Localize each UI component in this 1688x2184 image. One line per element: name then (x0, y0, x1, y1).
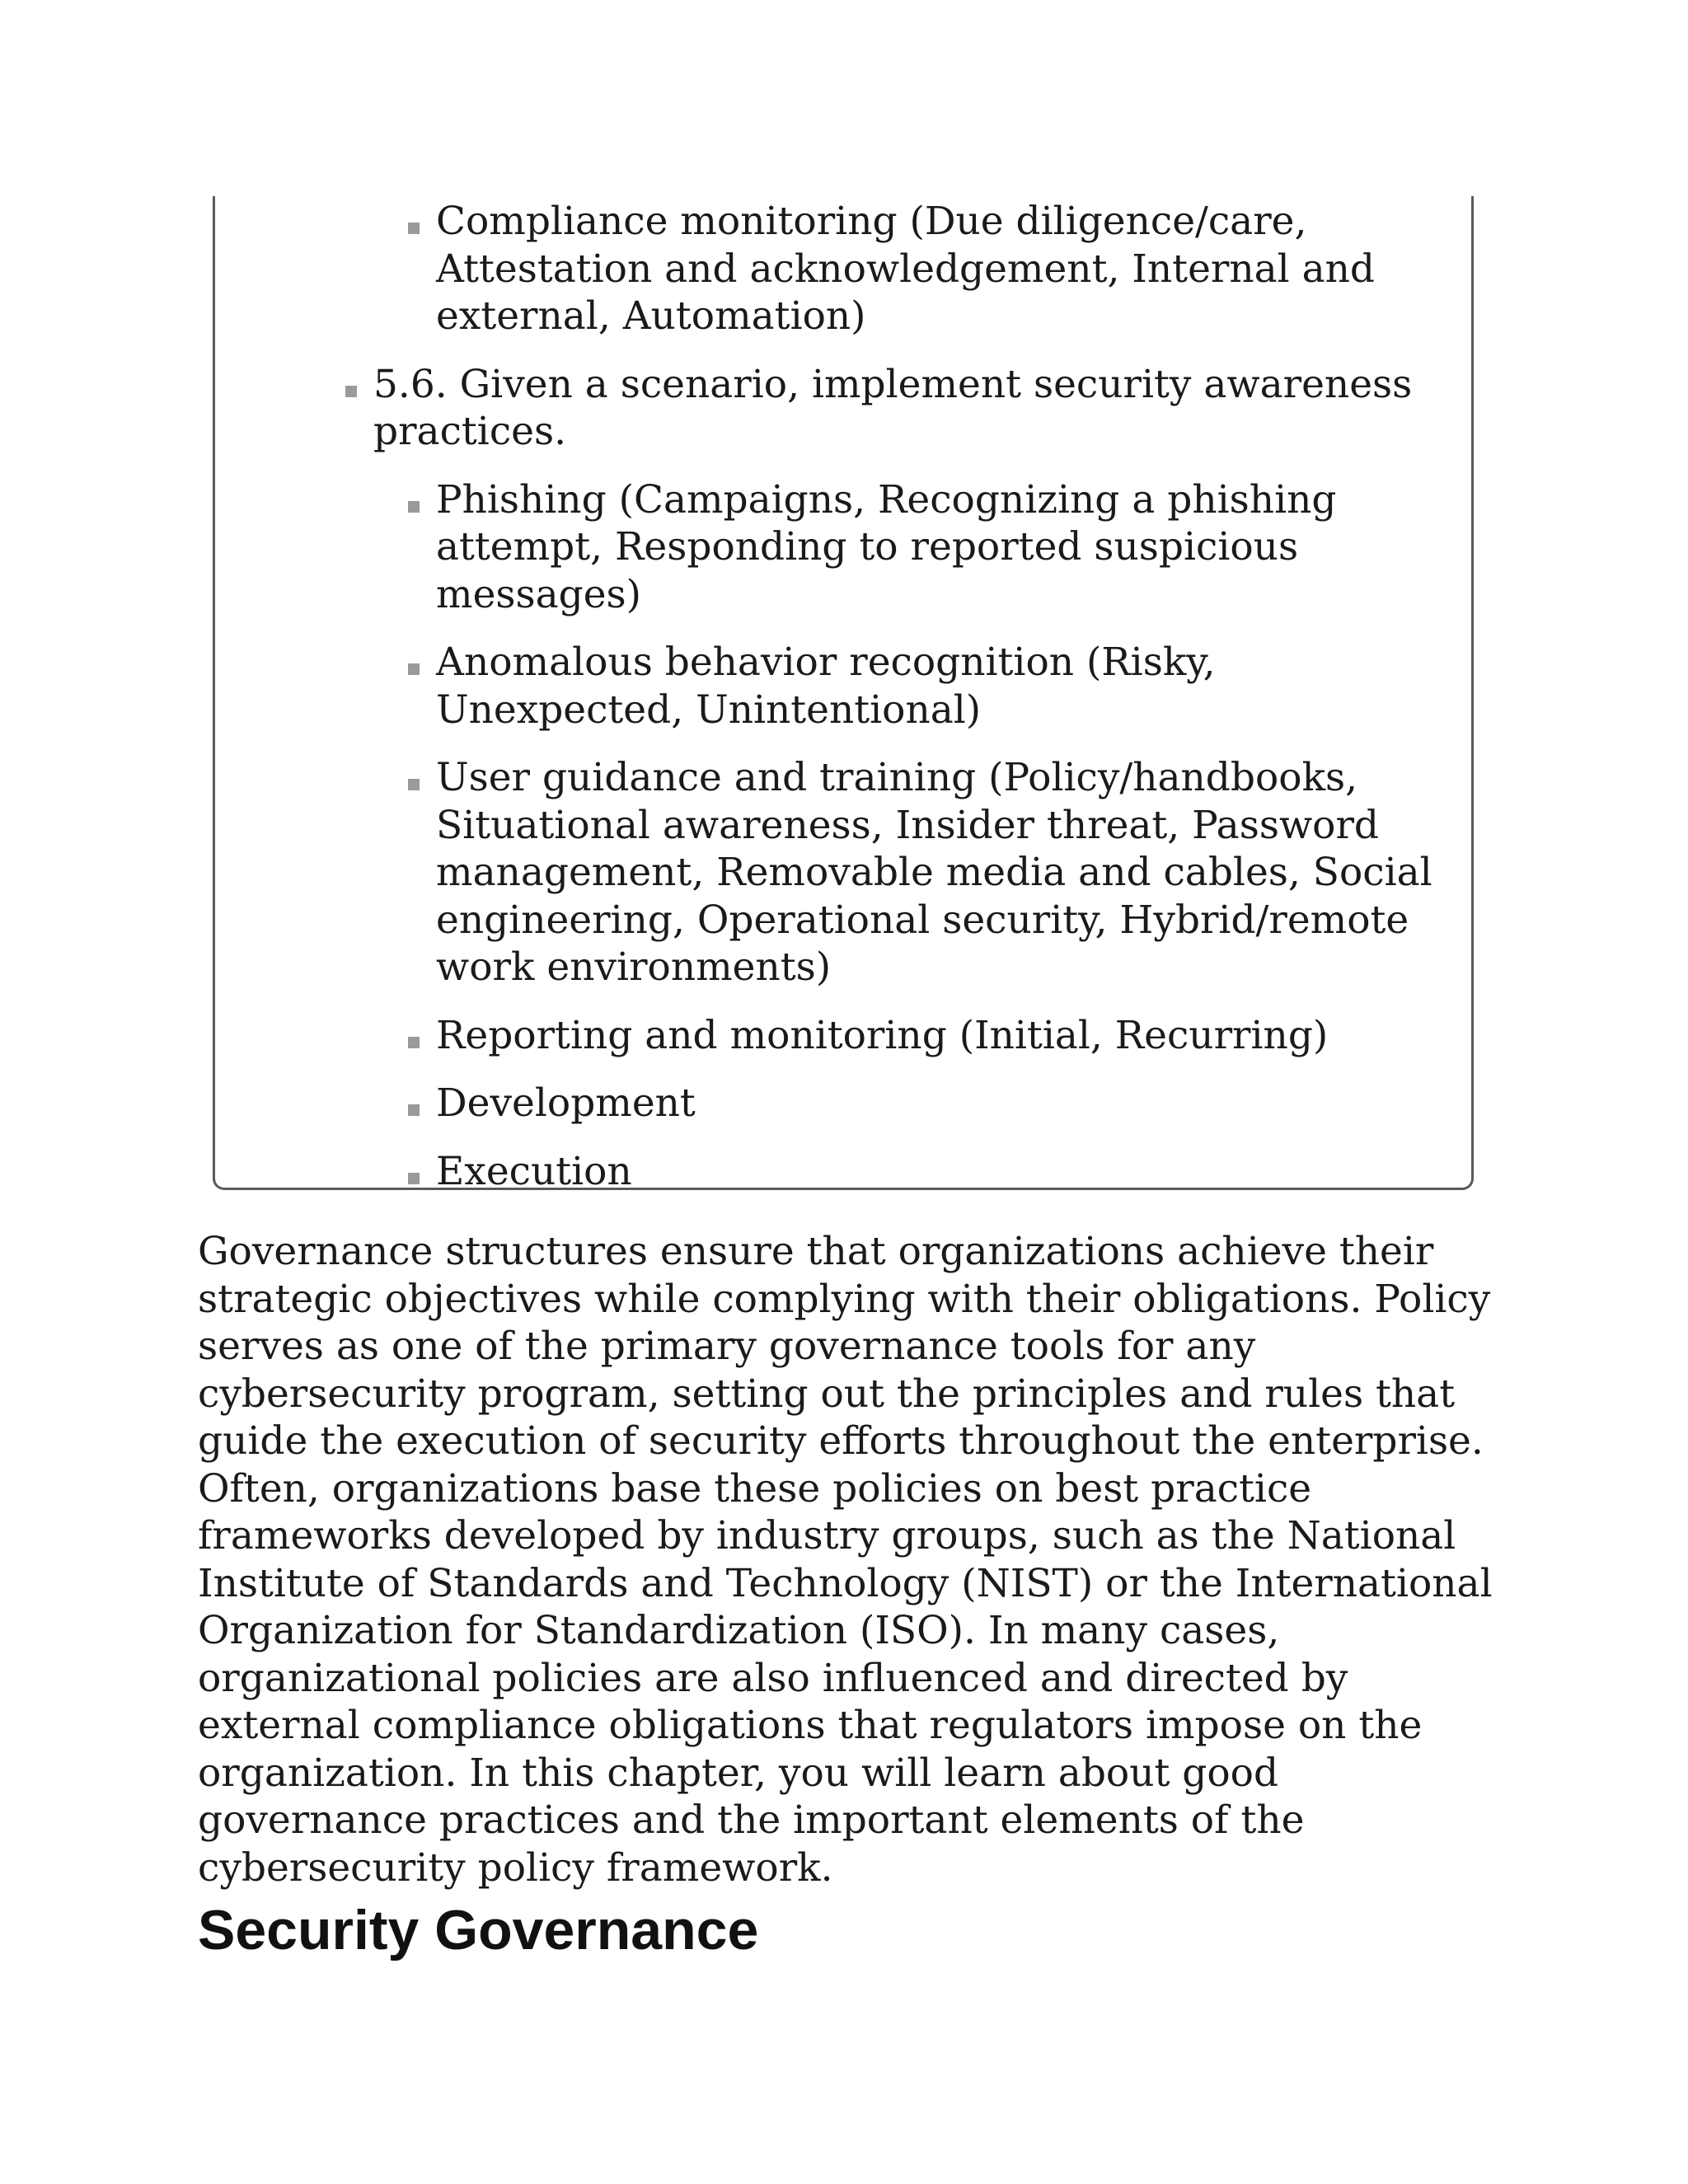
objective-continuation (344, 198, 1456, 340)
list-item-text: Reporting and monitoring (Initial, Recurring) (436, 1012, 1329, 1058)
body-paragraph: Governance structures ensure that organizations achieve their strategic objectives while complying with their obligations. Policy serves as one of the primary governance tools for any cybersecurity program, setting out the principles and rules that guide the execution of security efforts throughout the enterprise. Often, organizations base these policies on best practice frameworks developed by industry groups, such as the National Institute of Standards and Technology (NIST) or the International Organization for Standardization (ISO). In many cases, organizational policies are also influenced and directed by external compliance obligations that regulators impose on the organization. In this chapter, you will learn about good governance practices and the important elements of the cybersecurity policy framework. (198, 1229, 1493, 1891)
list-item (406, 198, 1456, 340)
list-item-text: Anomalous behavior recognition (Risky, Unexpected, Unintentional) (436, 640, 1216, 733)
square-bullet-icon (345, 386, 357, 397)
objective-label: 5.6. Given a scenario, implement security awareness practices. (373, 361, 1413, 454)
square-bullet-icon (408, 663, 420, 675)
exam-objectives-box (213, 196, 1474, 1194)
square-bullet-icon (408, 1173, 420, 1184)
list-item-text: Compliance monitoring (Due diligence/care, Attestation and acknowledgement, Internal and external, Automation) (436, 199, 1375, 339)
list-item-text: Phishing (Campaigns, Recognizing a phishing attempt, Responding to reported suspicious messages) (436, 476, 1337, 617)
objective-subitems (406, 476, 1456, 1196)
list-item (406, 754, 1456, 991)
objective-5-6 (344, 361, 1456, 1196)
square-bullet-icon (408, 223, 420, 234)
list-item (406, 1080, 1456, 1127)
list-item (406, 639, 1456, 733)
list-item-text: Execution (436, 1148, 632, 1194)
objectives-list (344, 198, 1456, 1216)
square-bullet-icon (408, 501, 420, 513)
list-item-text: Development (436, 1080, 696, 1126)
list-item (406, 1148, 1456, 1196)
list-item (406, 1012, 1456, 1060)
continued-subitems (406, 198, 1456, 340)
square-bullet-icon (408, 779, 420, 790)
list-item (406, 476, 1456, 619)
square-bullet-icon (408, 1104, 420, 1116)
square-bullet-icon (408, 1037, 420, 1048)
section-heading: Security Governance (198, 1899, 759, 1961)
list-item-text: User guidance and training (Policy/handbooks, Situational awareness, Insider threat, Password management, Removable media and cables, Social engineering, Operational security, Hybrid/remote work environments) (436, 755, 1432, 990)
